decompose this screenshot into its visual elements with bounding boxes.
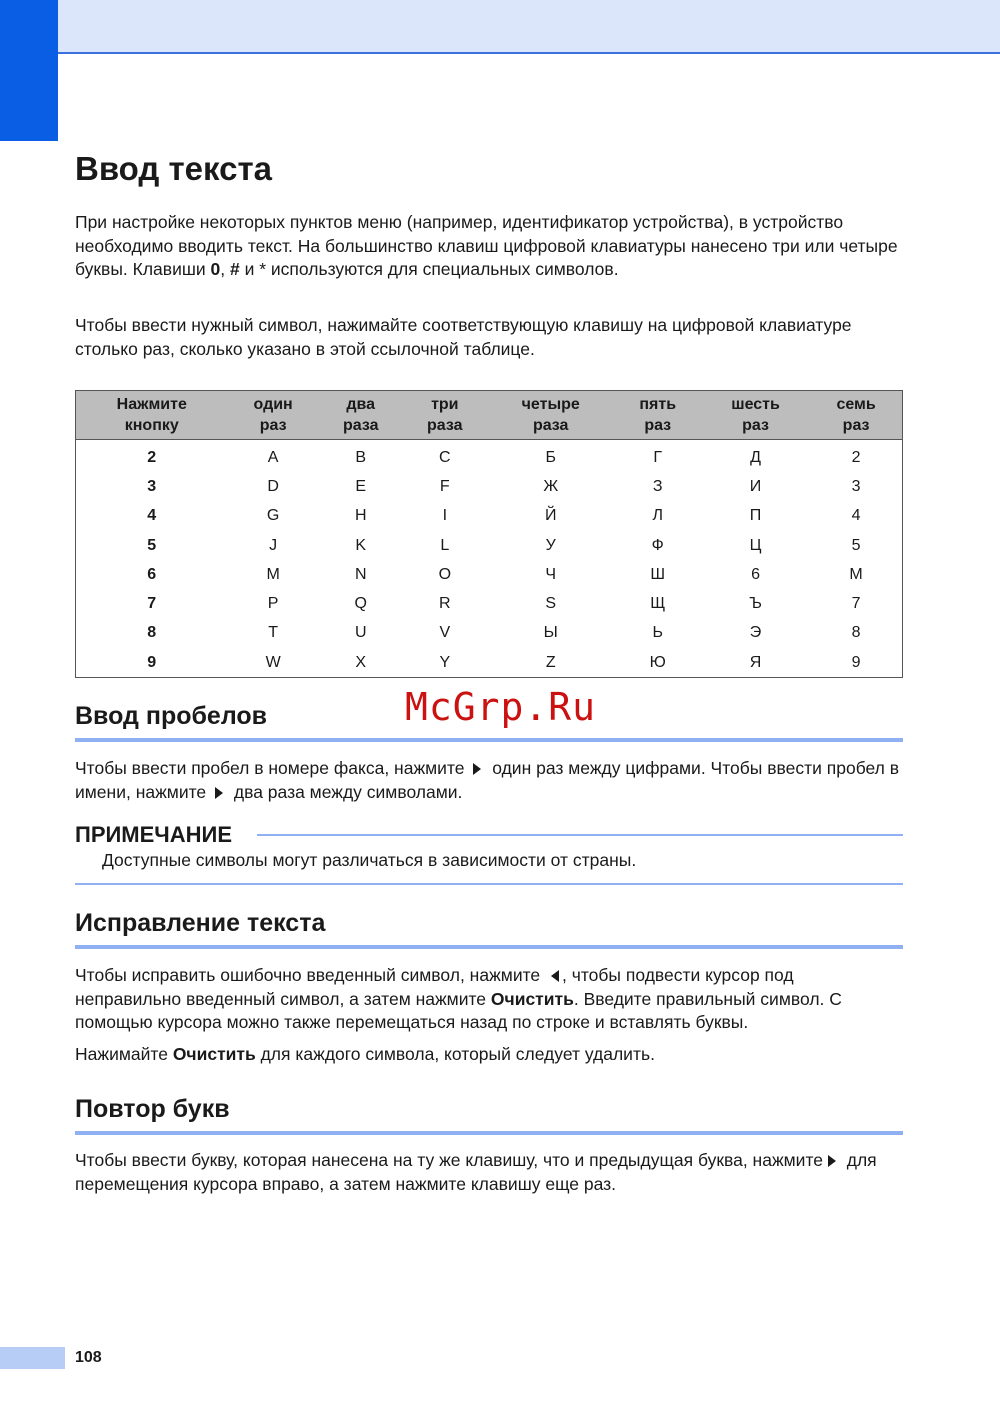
char-cell: П xyxy=(749,507,762,525)
key-cell: 6 xyxy=(147,565,157,583)
section-title-repeat: Повтор букв xyxy=(75,1095,230,1123)
section-rule xyxy=(75,1131,903,1135)
char-cell: Б xyxy=(545,448,556,466)
table-body xyxy=(76,440,903,678)
table-row xyxy=(76,502,903,531)
char-cell: 6 xyxy=(751,565,760,583)
char-cell: J xyxy=(269,536,278,554)
intro-sep-2: и xyxy=(239,259,260,279)
char-cell: Q xyxy=(354,595,367,613)
char-cell: И xyxy=(749,477,762,495)
header-line-1: три xyxy=(431,396,459,413)
header-line-2: кнопку xyxy=(124,417,179,434)
header-line-1: один xyxy=(253,396,293,413)
char-cell: N xyxy=(354,565,367,583)
char-cell: F xyxy=(439,477,450,495)
table-row xyxy=(76,648,903,678)
header-line-1: пять xyxy=(639,396,677,413)
char-cell: 8 xyxy=(851,624,861,642)
key-cell: 5 xyxy=(147,536,157,554)
intro-paragraph-1 xyxy=(75,211,903,282)
char-cell: C xyxy=(439,448,451,466)
watermark: McGrp.Ru xyxy=(405,685,597,729)
char-cell: S xyxy=(545,595,557,613)
char-cell: R xyxy=(439,595,451,613)
correction-paragraph-1 xyxy=(75,964,903,1035)
header-line-1: четыре xyxy=(521,396,580,413)
table-header-cell xyxy=(319,391,403,440)
char-cell: W xyxy=(265,653,281,671)
spaces-text-3: два раза между символами. xyxy=(229,781,463,802)
char-cell: X xyxy=(355,653,367,671)
char-cell: 9 xyxy=(851,653,861,671)
table-header-cell xyxy=(701,391,810,440)
char-cell: Я xyxy=(749,653,762,671)
key-cell: 9 xyxy=(147,653,157,671)
section-title-spaces: Ввод пробелов xyxy=(75,702,268,730)
char-cell: V xyxy=(439,624,451,642)
char-cell: G xyxy=(266,507,280,525)
char-cell: З xyxy=(652,477,663,495)
key-cell: 7 xyxy=(147,595,157,613)
header-line-1: семь xyxy=(836,396,876,413)
char-cell: M xyxy=(849,565,863,583)
intro-text-b: используются для специальных символов. xyxy=(266,259,619,279)
header-line-1: шесть xyxy=(731,396,780,413)
char-cell: B xyxy=(355,448,367,466)
intro-sep-1: , xyxy=(220,259,230,279)
header-band xyxy=(0,0,1000,54)
header-line-2: раза xyxy=(532,417,569,434)
correction-paragraph-2 xyxy=(75,1043,903,1067)
key-hash-label: # xyxy=(230,259,240,279)
header-line-1: два xyxy=(346,396,376,413)
char-cell: Л xyxy=(652,507,663,525)
header-line-2: раз xyxy=(842,417,870,434)
char-cell: M xyxy=(266,565,280,583)
header-line-2: раз xyxy=(259,417,287,434)
key-cell: 4 xyxy=(147,507,157,525)
table-header-cell xyxy=(76,391,228,440)
table-header-cell xyxy=(228,391,319,440)
section-rule xyxy=(75,945,903,949)
key-reference-table xyxy=(75,390,903,678)
correction-text-e: для каждого символа, который следует удалить. xyxy=(255,1044,655,1064)
table-header-row xyxy=(76,391,903,440)
char-cell: Д xyxy=(750,448,761,466)
char-cell: U xyxy=(354,624,367,642)
table-row xyxy=(76,440,903,473)
key-0-label: 0 xyxy=(210,259,221,279)
intro-text-a: При настройке некоторых пунктов меню (например, идентификатор устройства), в устройство необходимо вводить текст. На большинство клавиш цифровой клавиатуры нанесено три или четыре буквы. Клавиши xyxy=(75,212,898,279)
char-cell: 2 xyxy=(851,448,861,466)
left-arrow-icon xyxy=(551,970,559,982)
table-header-cell xyxy=(487,391,615,440)
intro-paragraph-2 xyxy=(75,314,903,361)
clear-key-label: Очистить xyxy=(490,988,574,1009)
spaces-text-2: один раз между цифрами. Чтобы ввести пробел в имени, нажмите xyxy=(75,758,900,802)
correction-text-c: . Введите правильный символ. С помощью курсора можно также перемещаться назад по строке и вставлять буквы. xyxy=(75,988,842,1032)
char-cell: Э xyxy=(749,624,762,642)
char-cell: Щ xyxy=(650,595,666,613)
char-cell: Ю xyxy=(649,653,666,671)
char-cell: Ш xyxy=(650,565,666,583)
table-header-cell xyxy=(615,391,701,440)
right-arrow-icon xyxy=(473,763,481,775)
spaces-paragraph xyxy=(75,757,903,804)
footer-band xyxy=(0,1347,65,1369)
char-cell: Ж xyxy=(543,477,559,495)
clear-key-label: Очистить xyxy=(172,1044,256,1064)
key-cell: 3 xyxy=(147,477,157,495)
header-line-2: раз xyxy=(644,417,672,434)
char-cell: Ы xyxy=(543,624,558,642)
char-cell: P xyxy=(267,595,279,613)
header-line-2: раза xyxy=(427,417,463,434)
char-cell: 4 xyxy=(851,507,861,525)
correction-text-b: , чтобы подвести курсор под неправильно введенный символ, а затем нажмите xyxy=(75,965,794,1009)
chapter-tab xyxy=(0,0,58,141)
char-cell: H xyxy=(354,507,367,525)
section-title-correction: Исправление текста xyxy=(75,909,326,937)
page-number: 108 xyxy=(75,1349,102,1366)
char-cell: Ф xyxy=(651,536,664,554)
right-arrow-icon xyxy=(215,787,223,799)
table-row xyxy=(76,560,903,589)
intro-text-2: Чтобы ввести нужный символ, нажимайте соответствующую клавишу на цифровой клавиатуре столько раз, сколько указано в этой ссылочной таблице. xyxy=(75,315,852,359)
char-cell: A xyxy=(267,448,279,466)
key-cell: 2 xyxy=(147,448,157,466)
right-arrow-icon xyxy=(828,1155,836,1167)
char-cell: E xyxy=(355,477,367,495)
header-line-2: раза xyxy=(342,417,379,434)
table-header-cell xyxy=(403,391,487,440)
char-cell: Й xyxy=(544,507,557,525)
char-cell: 5 xyxy=(851,536,861,554)
char-cell: D xyxy=(267,477,279,495)
char-cell: L xyxy=(440,536,450,554)
spaces-text-1: Чтобы ввести пробел в номере факса, нажмите xyxy=(75,758,470,778)
note-rule xyxy=(257,834,903,836)
char-cell: Ц xyxy=(749,536,762,554)
note-text: Доступные символы могут различаться в зависимости от страны. xyxy=(102,850,637,870)
char-cell: У xyxy=(545,536,556,554)
char-cell: Ь xyxy=(652,624,663,642)
table-row xyxy=(76,472,903,501)
correction-text-d: Нажимайте xyxy=(75,1044,173,1064)
char-cell: T xyxy=(268,624,278,642)
repeat-text-1: Чтобы ввести букву, которая нанесена на ту же клавишу, что и предыдущая буква, нажмите xyxy=(75,1150,828,1170)
correction-text-a: Чтобы исправить ошибочно введенный символ, нажмите xyxy=(75,965,546,985)
note-title: ПРИМЕЧАНИЕ xyxy=(75,822,233,847)
char-cell: 7 xyxy=(851,595,861,613)
repeat-paragraph xyxy=(75,1149,903,1196)
section-rule xyxy=(75,738,903,742)
char-cell: 3 xyxy=(851,477,861,495)
char-cell: O xyxy=(438,565,452,583)
key-cell: 8 xyxy=(147,624,157,642)
header-line-1: Нажмите xyxy=(116,396,187,413)
char-cell: K xyxy=(355,536,367,554)
header-line-2: раз xyxy=(742,417,769,434)
page-title: Ввод текста xyxy=(75,150,272,187)
char-cell: Z xyxy=(545,653,556,671)
table-row xyxy=(76,531,903,560)
char-cell: Ъ xyxy=(749,595,762,613)
key-star-label: * xyxy=(259,259,267,279)
note-bottom-rule xyxy=(75,883,903,885)
char-cell: Г xyxy=(653,448,663,466)
table-row xyxy=(76,589,903,618)
char-cell: Y xyxy=(439,653,451,671)
repeat-text-2: для перемещения курсора вправо, а затем нажмите клавишу еще раз. xyxy=(75,1150,877,1194)
char-cell: I xyxy=(442,507,448,525)
char-cell: Ч xyxy=(545,565,557,583)
table-header-cell xyxy=(810,391,902,440)
table-row xyxy=(76,619,903,648)
